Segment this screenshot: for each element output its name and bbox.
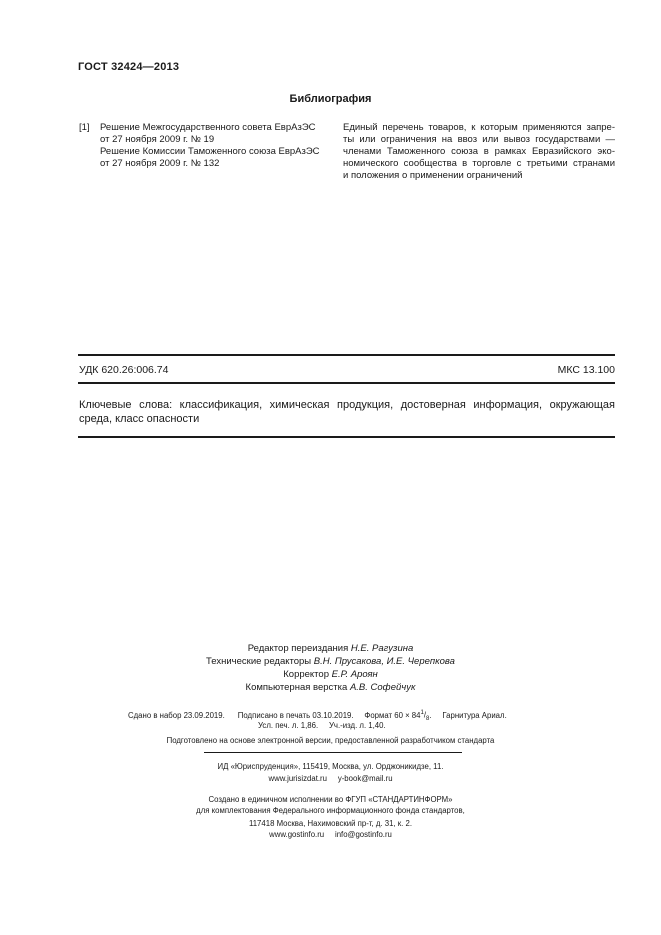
credit-corrector xyxy=(0,669,661,680)
bottom-divider xyxy=(78,436,615,438)
imprint-format-num: 1 xyxy=(420,710,424,716)
imprint-format-prefix: Формат 60 × 84 xyxy=(364,710,421,720)
creator-contacts xyxy=(0,830,661,839)
imprint-format-den: 8 xyxy=(426,716,430,723)
creator-line-2: для комплектования Федерального информационного фонда стандартов, xyxy=(196,806,465,815)
credit-editor xyxy=(0,643,661,654)
footer-divider xyxy=(204,752,462,753)
keywords-line: Ключевые слова: классификация, химическая продукция, достоверная информация, окружающая xyxy=(79,399,615,411)
credit-role: Компьютерная верстка xyxy=(245,682,348,693)
credit-name: В.Н. Прусакова, И.Е. Черепкова xyxy=(313,656,455,667)
reference-description-line: и положения о применении ограничений xyxy=(343,170,523,181)
imprint-signed: Подписано в печать 03.10.2019. xyxy=(237,710,354,720)
imprint-sent: Сдано в набор 23.09.2019. xyxy=(128,710,225,720)
creator-site-link[interactable]: www.gostinfo.ru xyxy=(269,830,325,839)
imprint-format: Формат $60 \times 84^1/_8$. xyxy=(364,710,432,723)
middle-divider xyxy=(78,382,615,384)
imprint-format-suffix: . xyxy=(429,710,432,720)
imprint-typeface: Гарнитура Ариал. xyxy=(442,710,507,720)
reference-document-line: от 27 ноября 2009 г. № 19 xyxy=(100,134,215,145)
keywords-line: среда, класс опасности xyxy=(79,413,200,425)
publisher-site-link[interactable]: www.jurisizdat.ru xyxy=(268,774,327,783)
reference-description-line: Единый перечень товаров, к которым применяются запре- xyxy=(343,122,615,133)
reference-description xyxy=(343,122,615,182)
udk-code: УДК 620.26:006.74 xyxy=(79,364,169,376)
keywords xyxy=(79,398,615,426)
credit-name: А.В. Софейчук xyxy=(349,682,416,693)
imprint-print-sheets: Усл. печ. л. 1,86. xyxy=(258,721,319,730)
imprint-pub-sheets: Уч.-изд. л. 1,40. xyxy=(328,721,386,730)
reference-description-line: номического сообщества в торговле с третьими странами xyxy=(343,158,615,169)
reference-documents xyxy=(100,122,330,170)
reference-number: [1] xyxy=(79,122,90,133)
top-divider xyxy=(78,354,615,356)
reference-document-line: от 27 ноября 2009 г. № 132 xyxy=(100,158,220,169)
reference-description-line: ты или ограничения на ввоз или вывоз государствами — xyxy=(343,134,615,145)
publisher-email-link[interactable]: y-book@mail.ru xyxy=(337,774,393,783)
credit-layout xyxy=(0,682,661,693)
bibliography-title: Библиография xyxy=(289,93,372,105)
creator-line-1: Создано в единичном исполнении во ФГУП «СТАНДАРТИНФОРМ» xyxy=(208,795,453,804)
publisher-address: ИД «Юриспруденция», 115419, Москва, ул. Орджоникидзе, 11. xyxy=(217,762,444,771)
reference-document-line: Решение Комиссии Таможенного союза ЕврАзЭС xyxy=(100,146,320,157)
creator-address: 117418 Москва, Нахимовский пр-т, д. 31, к. 2. xyxy=(248,819,413,828)
credit-tech-editors xyxy=(0,656,661,667)
creator-email-link[interactable]: info@gostinfo.ru xyxy=(334,830,392,839)
credit-role: Технические редакторы xyxy=(206,656,312,667)
reference-description-line: членами Таможенного союза в рамках Евразийского эко- xyxy=(343,146,615,157)
publisher-contacts xyxy=(0,774,661,783)
credit-name: Е.Р. Ароян xyxy=(331,669,378,680)
imprint-line-2 xyxy=(258,721,386,730)
mks-code: МКС 13.100 xyxy=(557,364,615,376)
credit-name: Н.Е. Рагузина xyxy=(350,643,414,654)
imprint-prepared: Подготовлено на основе электронной версии, предоставленной разработчиком стандарта xyxy=(166,736,495,745)
credit-role: Корректор xyxy=(283,669,329,680)
reference-document-line: Решение Межгосударственного совета ЕврАзЭС xyxy=(100,122,316,133)
standard-number: ГОСТ 32424—2013 xyxy=(78,61,180,73)
credit-role: Редактор переиздания xyxy=(247,643,349,654)
